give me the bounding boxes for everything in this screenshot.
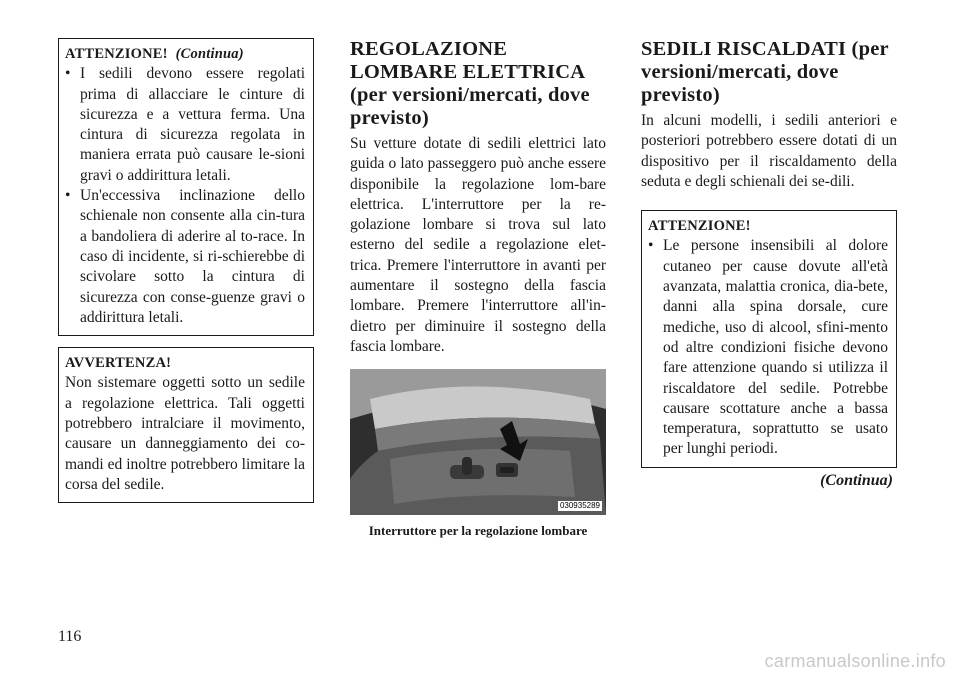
lumbar-body-text: Su vetture dotate di sedili elettrici lato guida o lato passeggero può anche essere disponibile la regolazione lom-bare elettrica. L'interruttore per la re-golazione lombare si trova sul lato esterno del sedile a regolazione elet-trica. Premere l'interruttore in avanti per aumentare il sostegno della fascia lombare. Premere l'interruttore all'in-dietro per diminuire il sostegno della fascia lombare.	[350, 135, 606, 355]
heated-seats-warning-box	[641, 210, 897, 468]
warning-bullet: • I sedili devono essere regolati prima di allacciare le cinture di sicurezza e a vettura ferma. Una cintura di sicurezza regolata in maniera errata può causare le-sioni gravi o addirittura letali.	[65, 64, 305, 186]
warning-bullet: • Le persone insensibili al dolore cutaneo per cause dovute all'età avanzata, malattia cronica, dia-bete, danni alla spina dorsale, cure mediche, uso di alcool, sfini-mento od altre condizioni fisiche devono fare attenzione quando si utilizza il riscaldatore del sedile. Potrebbe causare scottature anche a bassa temperatura, soprattutto se usato per lunghi periodi.	[648, 236, 888, 459]
seat-illustration	[350, 369, 606, 515]
warning-heading	[65, 44, 305, 64]
caution-text: Non sistemare oggetti sotto un sedile a regolazione elettrica. Tali oggetti potrebbero intralciare il movimento, causare un danneggiamento dei co-mandi ed inoltre potrebbero limitare la corsa del sedile.	[65, 374, 305, 493]
page-number: 116	[58, 628, 82, 645]
watermark: carmanualsonline.info	[764, 651, 946, 671]
continued-label: (Continua)	[820, 471, 893, 489]
warning-bullets	[648, 236, 888, 459]
heated-seats-body-text: In alcuni modelli, i sedili anteriori e posteriori potrebbero essere dotati di un dispositivo per il riscaldamento della seduta e degli schienali dei se-dili.	[641, 112, 897, 190]
lumbar-switch-figure	[350, 369, 606, 515]
figure-code: 030935289	[559, 501, 600, 511]
warning-box-continued	[58, 38, 314, 336]
left-column	[58, 38, 314, 503]
right-column	[641, 38, 897, 490]
section-heading-heated-seats: SEDILI RISCALDATI (per versioni/mercati, dove previsto)	[641, 38, 889, 106]
warning-heading: ATTENZIONE!	[648, 218, 751, 235]
figure-caption: Interruttore per la regolazione lombare	[368, 523, 588, 539]
warning-heading-text: ATTENZIONE!	[65, 46, 168, 62]
middle-column	[350, 38, 606, 539]
warning-bullet: • Un'eccessiva inclinazione dello schienale non consente alla cin-tura a bandoliera di aderire al to-race. In caso di incidente, si ri-schierebbe di scivolare sotto la cintura di sicurezza con conse-guenze gravi o addirittura letali.	[65, 186, 305, 328]
caution-heading: AVVERTENZA!	[65, 355, 172, 372]
continued-tag: (Continua)	[175, 46, 244, 62]
warning-bullets	[65, 64, 305, 328]
caution-box	[58, 347, 314, 503]
section-heading-lumbar: REGOLAZIONE LOMBARE ELETTRICA (per versioni/mercati, dove previsto)	[350, 38, 590, 129]
